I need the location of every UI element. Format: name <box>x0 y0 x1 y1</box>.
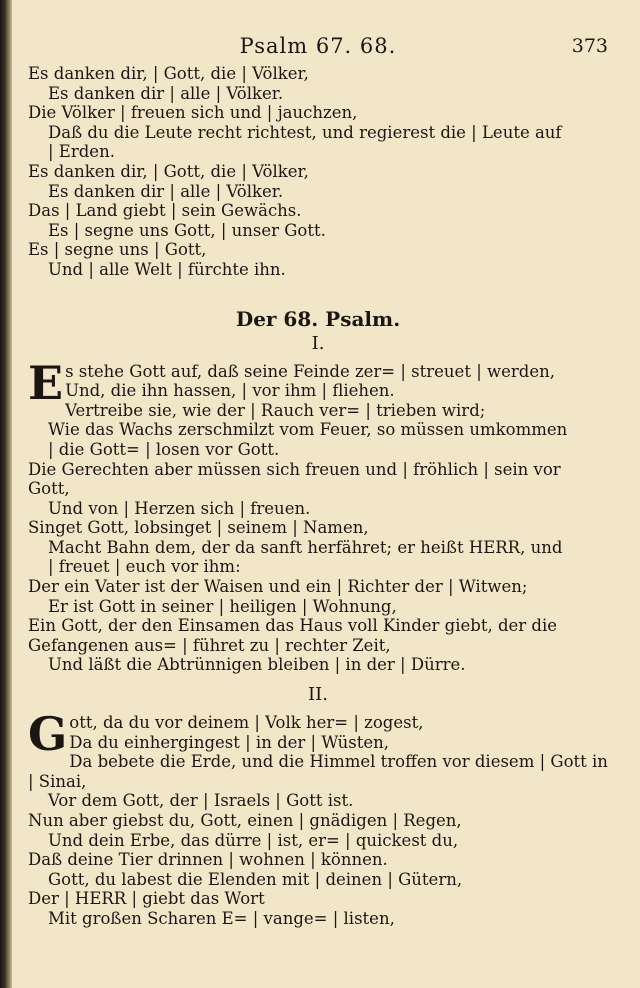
verse-line: s stehe Gott auf, daß seine Feinde zer= | streuet | werden, <box>65 361 555 381</box>
verse-line: Der | HERR | giebt das Wort <box>28 889 265 909</box>
verse-line: Die Völker | freuen sich und | jauchzen, <box>28 103 358 123</box>
verse-line: Es danken dir | alle | Völker. <box>48 83 284 103</box>
verse-line: Die Gerechten aber müssen sich freuen und | fröhlich | sein vor <box>28 459 561 479</box>
verse-line: Daß du die Leute recht richtest, und regierest die | Leute auf <box>48 122 562 142</box>
psalm-67-text <box>28 64 608 280</box>
verse-line: ott, da du vor deinem | Volk her= | zogest, <box>69 713 424 733</box>
verse-line: Es | segne uns | Gott, <box>28 240 207 260</box>
verse-line: Es danken dir, | Gott, die | Völker, <box>28 64 309 83</box>
section-numeral-2: II. <box>308 684 328 706</box>
verse-line: Gott, du labest die Elenden mit | deinen | Gütern, <box>48 869 463 889</box>
verse-line: Da bebete die Erde, und die Himmel troffen vor diesem | Gott in <box>69 752 608 772</box>
verse-line: Und dein Erbe, das dürre | ist, er= | quickest du, <box>48 830 459 850</box>
book-spine-edge <box>0 0 12 988</box>
dropcap-letter: G <box>28 707 68 762</box>
verse-line: Und | alle Welt | fürchte ihn. <box>48 259 286 279</box>
verse-line: Ein Gott, der den Einsamen das Haus voll Kinder giebt, der die <box>28 616 558 636</box>
section-numeral-1: I. <box>311 332 325 354</box>
verse-line: Das | Land giebt | sein Gewächs. <box>28 201 302 221</box>
verse-line: Es | segne uns Gott, | unser Gott. <box>48 220 326 240</box>
verse-line: Daß deine Tier drinnen | wohnen | können. <box>28 850 388 870</box>
verse-line: | freuet | euch vor ihm: <box>48 557 241 577</box>
page-number: 373 <box>571 35 608 57</box>
section-1-lines <box>28 401 608 675</box>
verse-line: | Sinai, <box>28 771 87 791</box>
verse-line: Der ein Vater ist der Waisen und ein | Richter der | Witwen; <box>28 577 528 597</box>
verse-line: Macht Bahn dem, der da sanft herfähret; er heißt HERR, und <box>48 537 563 557</box>
verse-line: Gott, <box>28 479 70 499</box>
verse-line: Mit großen Scharen E= | vange= | listen, <box>48 908 395 928</box>
running-title: Psalm 67. 68. <box>239 34 397 58</box>
page-content <box>28 34 608 929</box>
section-1-text <box>28 355 608 676</box>
verse-line: Wie das Wachs zerschmilzt vom Feuer, so müssen umkommen <box>48 420 568 440</box>
verse-line: Vor dem Gott, der | Israels | Gott ist. <box>48 791 354 811</box>
psalm-68-heading: Der 68. Psalm. <box>235 306 401 331</box>
verse-line: Und, die ihn hassen, | vor ihm | fliehen. <box>65 381 395 401</box>
verse-line: Da du einhergingest | in der | Wüsten, <box>69 732 389 752</box>
verse-line: Er ist Gott in seiner | heiligen | Wohnung, <box>48 596 397 616</box>
verse-line: Singet Gott, lobsinget | seinem | Namen, <box>28 518 369 538</box>
verse-line: Es danken dir | alle | Völker. <box>48 181 284 201</box>
verse-line: Vertreibe sie, wie der | Rauch ver= | trieben wird; <box>65 400 486 420</box>
verse-line: Nun aber giebst du, Gott, einen | gnädigen | Regen, <box>28 811 462 830</box>
dropcap-letter: E <box>28 355 64 410</box>
page-header <box>28 34 608 64</box>
verse-line: Und läßt die Abtrünnigen bleiben | in der | Dürre. <box>48 655 466 675</box>
section-2-lines <box>28 752 608 928</box>
verse-line: Es danken dir, | Gott, die | Völker, <box>28 161 309 181</box>
section-2-text <box>28 707 608 929</box>
verse-line: | Erden. <box>48 142 115 162</box>
verse-line: Und von | Herzen sich | freuen. <box>48 498 311 518</box>
verse-line: | die Gott= | losen vor Gott. <box>48 439 280 459</box>
verse-line: Gefangenen aus= | führet zu | rechter Zeit, <box>28 635 391 655</box>
